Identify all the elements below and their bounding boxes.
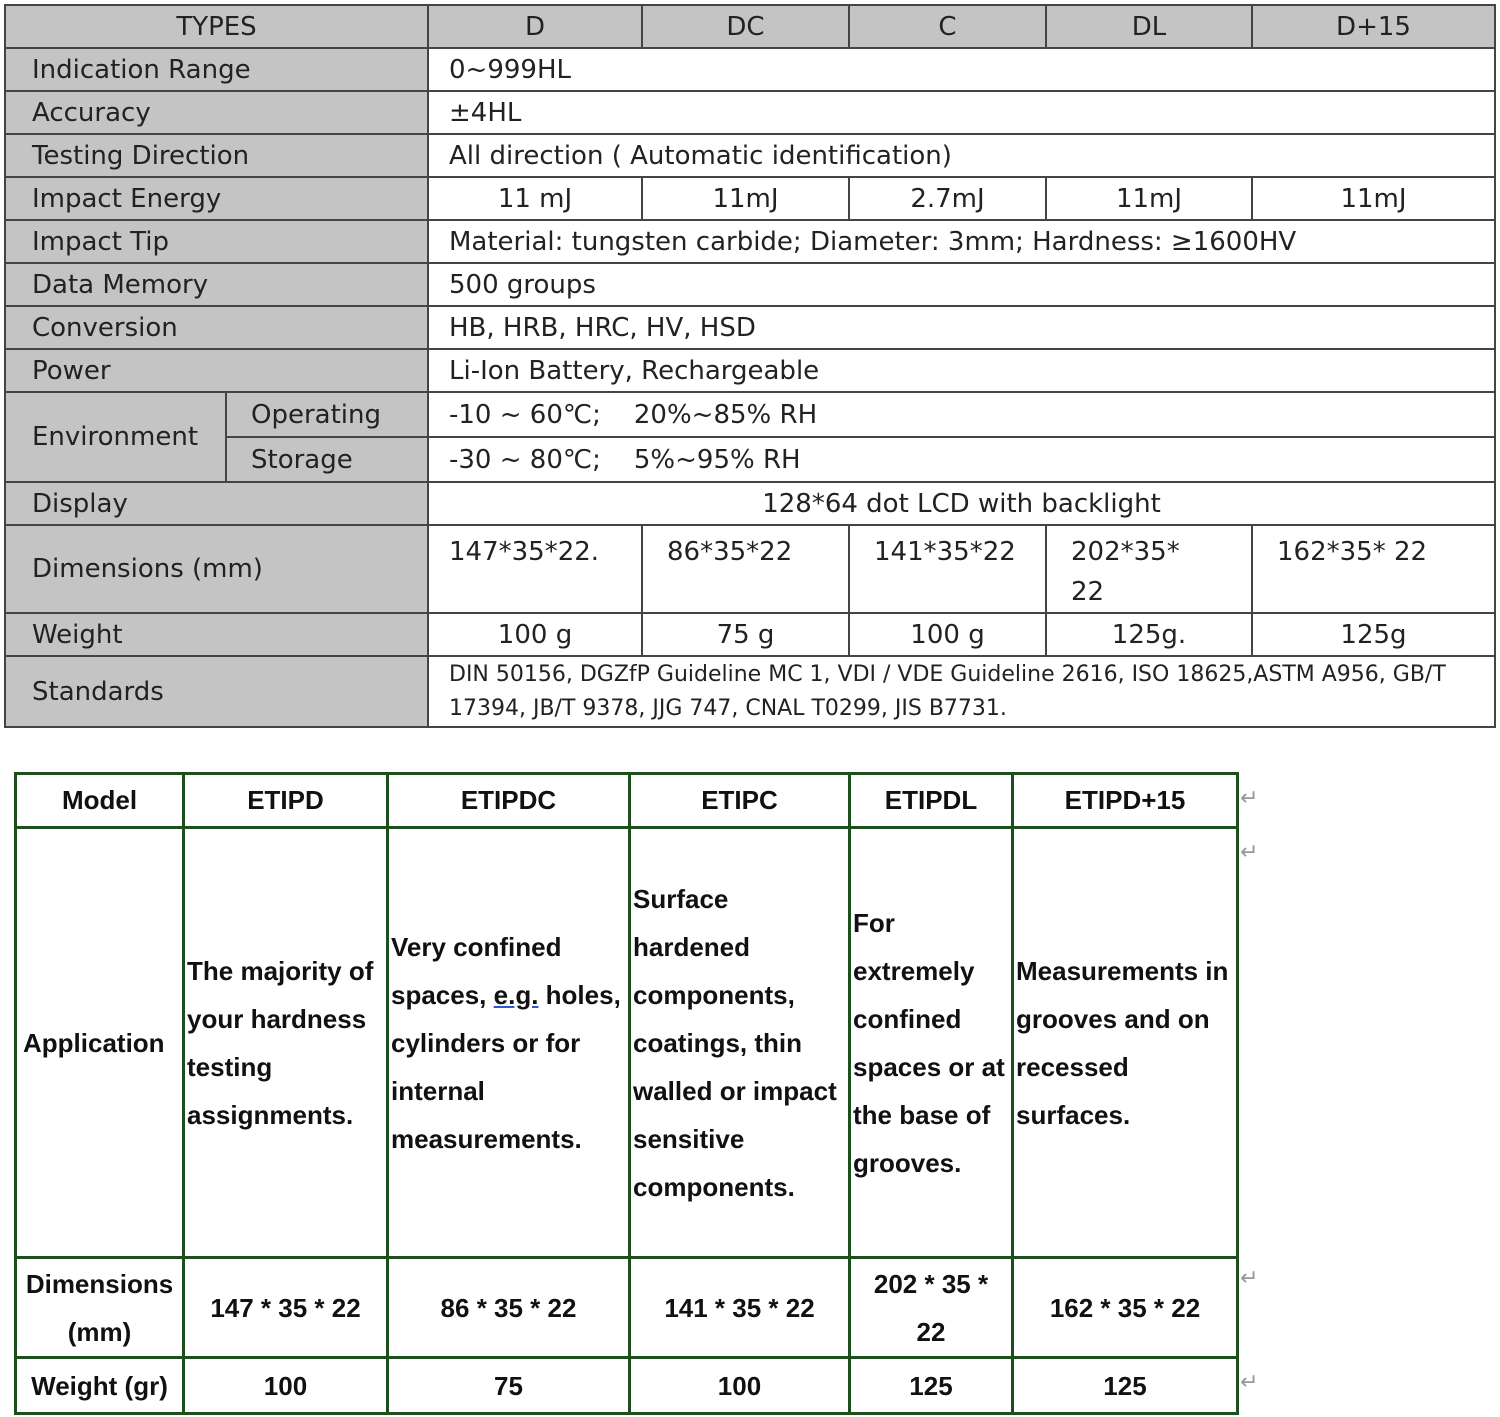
application-etipc: Surface hardened components, coatings, thin walled or impact sensitive components. xyxy=(630,828,850,1258)
display-value: 128*64 dot LCD with backlight xyxy=(428,482,1495,525)
specifications-table xyxy=(4,4,1496,728)
impact-energy-label: Impact Energy xyxy=(5,177,428,220)
testing-direction-value: All direction ( Automatic identification) xyxy=(428,134,1495,177)
model-weight-label: Weight (gr) xyxy=(16,1358,184,1414)
standards-label: Standards xyxy=(5,656,428,727)
weight-row xyxy=(5,613,1495,656)
accuracy-row xyxy=(5,91,1495,134)
dimensions-label: Dimensions (mm) xyxy=(5,525,428,613)
application-etipdc xyxy=(388,828,630,1258)
model-weight-etipdl: 125 xyxy=(850,1358,1013,1414)
weight-label: Weight xyxy=(5,613,428,656)
conversion-value: HB, HRB, HRC, HV, HSD xyxy=(428,306,1495,349)
model-dimensions-etipdl: 202 * 35 * 22 xyxy=(850,1258,1013,1358)
model-header-row xyxy=(16,774,1238,828)
display-row xyxy=(5,482,1495,525)
power-label: Power xyxy=(5,349,428,392)
application-etipdc-suffix: holes, cylinders or for internal measurements. xyxy=(391,979,621,1154)
application-etipd15: Measurements in grooves and on recessed surfaces. xyxy=(1013,828,1238,1258)
model-etipd15: ETIPD+15 xyxy=(1013,774,1238,828)
application-etipd: The majority of your hardness testing assignments. xyxy=(184,828,388,1258)
storage-label: Storage xyxy=(226,437,428,482)
dimensions-d: 147*35*22. xyxy=(428,525,642,613)
eg-abbreviation: e.g. xyxy=(493,979,539,1010)
model-weight-etipd15: 125 xyxy=(1013,1358,1238,1414)
model-weight-etipc: 100 xyxy=(630,1358,850,1414)
model-etipd: ETIPD xyxy=(184,774,388,828)
operating-value: -10 ~ 60℃; 20%~85% RH xyxy=(428,392,1495,437)
paragraph-mark-icon: ↵ xyxy=(1240,1370,1259,1395)
impact-energy-d: 11 mJ xyxy=(428,177,642,220)
environment-storage-row xyxy=(5,437,1495,482)
paragraph-mark-icon: ↵ xyxy=(1240,1266,1259,1291)
model-etipc: ETIPC xyxy=(630,774,850,828)
model-etipdl: ETIPDL xyxy=(850,774,1013,828)
model-weight-row xyxy=(16,1358,1238,1414)
data-memory-row xyxy=(5,263,1495,306)
model-dimensions-etipd: 147 * 35 * 22 xyxy=(184,1258,388,1358)
types-header-row xyxy=(5,5,1495,48)
application-row xyxy=(16,828,1238,1258)
data-memory-label: Data Memory xyxy=(5,263,428,306)
indication-range-label: Indication Range xyxy=(5,48,428,91)
weight-c: 100 g xyxy=(849,613,1046,656)
application-label: Application xyxy=(16,828,184,1258)
standards-row xyxy=(5,656,1495,727)
type-header-dc: DC xyxy=(642,5,849,48)
display-label: Display xyxy=(5,482,428,525)
testing-direction-row xyxy=(5,134,1495,177)
model-etipdc: ETIPDC xyxy=(388,774,630,828)
model-weight-etipdc: 75 xyxy=(388,1358,630,1414)
dimensions-d15: 162*35* 22 xyxy=(1252,525,1495,613)
power-row xyxy=(5,349,1495,392)
impact-tip-value: Material: tungsten carbide; Diameter: 3mm; Hardness: ≥1600HV xyxy=(428,220,1495,263)
environment-label: Environment xyxy=(5,392,226,482)
dimensions-dc: 86*35*22 xyxy=(642,525,849,613)
type-header-dl: DL xyxy=(1046,5,1252,48)
environment-operating-row xyxy=(5,392,1495,437)
application-etipdc-prefix: Very confined spaces, xyxy=(391,931,562,1010)
weight-d: 100 g xyxy=(428,613,642,656)
model-dimensions-row xyxy=(16,1258,1238,1358)
types-header: TYPES xyxy=(5,5,428,48)
storage-value: -30 ~ 80℃; 5%~95% RH xyxy=(428,437,1495,482)
paragraph-mark-icon: ↵ xyxy=(1240,840,1259,865)
weight-dl: 125g. xyxy=(1046,613,1252,656)
models-table xyxy=(14,772,1239,1415)
type-header-c: C xyxy=(849,5,1046,48)
weight-d15: 125g xyxy=(1252,613,1495,656)
model-dimensions-etipd15: 162 * 35 * 22 xyxy=(1013,1258,1238,1358)
impact-tip-label: Impact Tip xyxy=(5,220,428,263)
impact-energy-row xyxy=(5,177,1495,220)
dimensions-row xyxy=(5,525,1495,613)
data-memory-value: 500 groups xyxy=(428,263,1495,306)
impact-energy-c: 2.7mJ xyxy=(849,177,1046,220)
impact-energy-d15: 11mJ xyxy=(1252,177,1495,220)
indication-range-value: 0~999HL xyxy=(428,48,1495,91)
conversion-row xyxy=(5,306,1495,349)
conversion-label: Conversion xyxy=(5,306,428,349)
impact-energy-dl: 11mJ xyxy=(1046,177,1252,220)
type-header-d: D xyxy=(428,5,642,48)
model-header-label: Model xyxy=(16,774,184,828)
indication-range-row xyxy=(5,48,1495,91)
testing-direction-label: Testing Direction xyxy=(5,134,428,177)
standards-value: DIN 50156, DGZfP Guideline MC 1, VDI / VDE Guideline 2616, ISO 18625,ASTM A956, GB/T 17394, JB/T 9378, JJG 747, CNAL T0299, JIS B7731. xyxy=(428,656,1495,727)
type-header-d15: D+15 xyxy=(1252,5,1495,48)
accuracy-value: ±4HL xyxy=(428,91,1495,134)
model-weight-etipd: 100 xyxy=(184,1358,388,1414)
weight-dc: 75 g xyxy=(642,613,849,656)
paragraph-mark-icon: ↵ xyxy=(1240,786,1259,811)
impact-energy-dc: 11mJ xyxy=(642,177,849,220)
model-dimensions-label: Dimensions (mm) xyxy=(16,1258,184,1358)
model-dimensions-etipc: 141 * 35 * 22 xyxy=(630,1258,850,1358)
dimensions-dl: 202*35* 22 xyxy=(1046,525,1252,613)
model-dimensions-etipdc: 86 * 35 * 22 xyxy=(388,1258,630,1358)
application-etipdl: For extremely confined spaces or at the base of grooves. xyxy=(850,828,1013,1258)
impact-tip-row xyxy=(5,220,1495,263)
power-value: Li-Ion Battery, Rechargeable xyxy=(428,349,1495,392)
operating-label: Operating xyxy=(226,392,428,437)
accuracy-label: Accuracy xyxy=(5,91,428,134)
dimensions-c: 141*35*22 xyxy=(849,525,1046,613)
